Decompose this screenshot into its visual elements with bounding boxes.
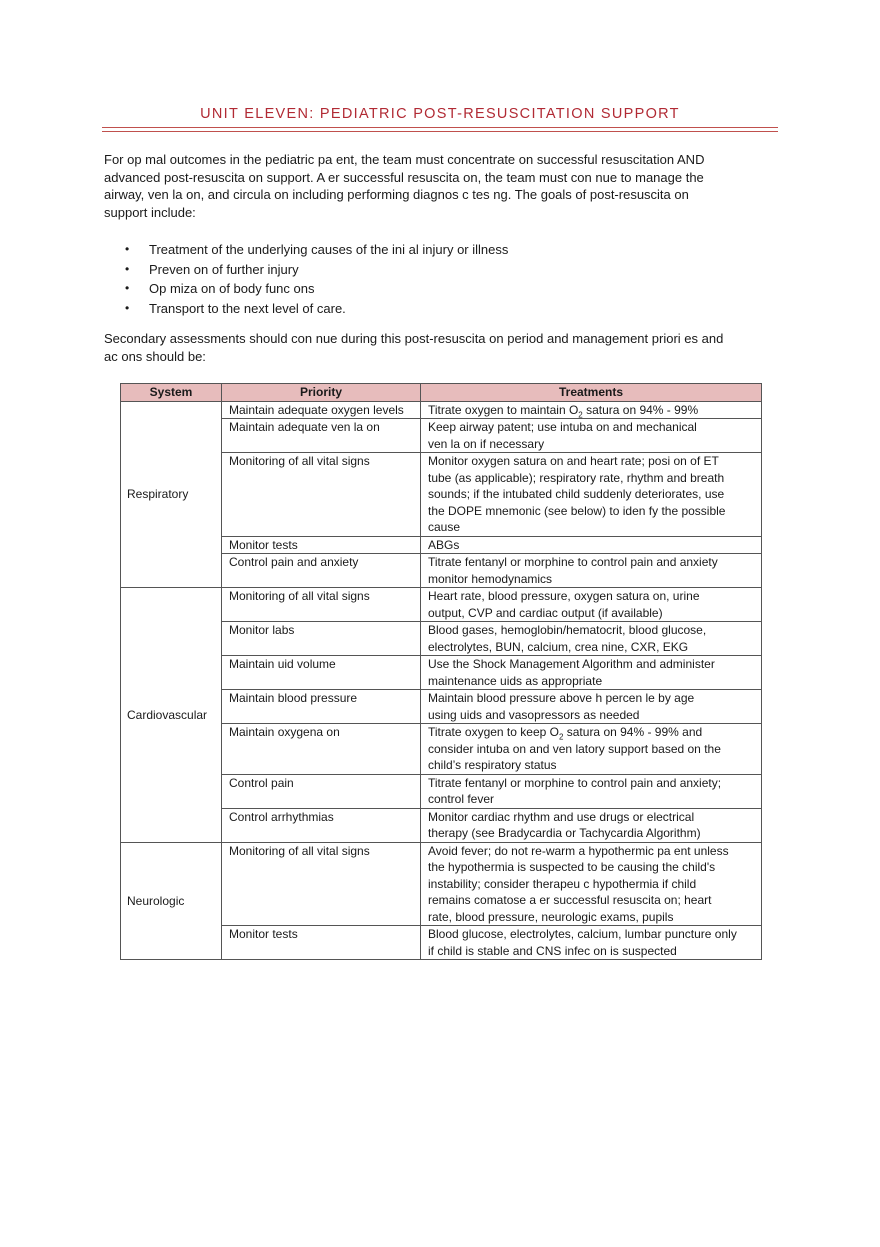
table-row <box>121 842 762 926</box>
header-system: System <box>121 384 222 402</box>
intro-line: For op mal outcomes in the pediatric pa ent, the team must concentrate on successful resuscitation AND <box>104 152 705 167</box>
treatment-cell: Maintain blood pressure above h percen le by age using uids and vasopressors as needed <box>421 690 762 724</box>
priority-cell: Maintain adequate oxygen levels <box>222 401 421 419</box>
treatment-cell: Avoid fever; do not re-warm a hypothermic pa ent unless the hypothermia is suspected to be causing the child's instability; consider therapeu c hypothermia if child remains comatose a er successful resuscita on; heart rate, blood pressure, neurologic exams, pupils <box>421 842 762 926</box>
post-resuscitation-table <box>120 383 762 960</box>
treatment-cell: Titrate fentanyl or morphine to control pain and anxiety; control fever <box>421 774 762 808</box>
priority-cell: Monitoring of all vital signs <box>222 453 421 537</box>
priority-cell: Control pain <box>222 774 421 808</box>
treatment-cell: Titrate oxygen to maintain $O_2$ satura on 94% - 99% <box>421 401 762 419</box>
treatment-cell: Titrate fentanyl or morphine to control pain and anxiety monitor hemodynamics <box>421 554 762 588</box>
treatment-cell: ABGs <box>421 536 762 554</box>
secondary-line: ac ons should be: <box>104 348 206 364</box>
treatment-cell: Use the Shock Management Algorithm and administer maintenance uids as appropriate <box>421 656 762 690</box>
treatment-cell: Keep airway patent; use intuba on and mechanical ven la on if necessary <box>421 419 762 453</box>
priority-cell: Monitor labs <box>222 622 421 656</box>
system-neurologic: Neurologic <box>121 842 222 960</box>
intro-paragraph <box>104 151 764 221</box>
system-cardiovascular: Cardiovascular <box>121 588 222 843</box>
goal-item: • Preven on of further injury <box>125 260 508 280</box>
secondary-line: Secondary assessments should con nue during this post-resuscita on period and management priori es and <box>104 331 724 346</box>
priority-cell: Monitor tests <box>222 926 421 960</box>
priority-cell: Monitoring of all vital signs <box>222 588 421 622</box>
goal-item: • Treatment of the underlying causes of the ini al injury or illness <box>125 240 508 260</box>
treatment-cell: Heart rate, blood pressure, oxygen satura on, urine output, CVP and cardiac output (if available) <box>421 588 762 622</box>
priority-cell: Control arrhythmias <box>222 808 421 842</box>
goals-list <box>125 240 508 318</box>
system-respiratory: Respiratory <box>121 401 222 588</box>
treatment-cell: Monitor oxygen satura on and heart rate; posi on of ET tube (as applicable); respiratory rate, rhythm and breath sounds; if the intubated child suddenly deteriorates, use the DOPE mnemonic (see below) to iden fy the possible cause <box>421 453 762 537</box>
priority-cell: Monitoring of all vital signs <box>222 842 421 926</box>
header-treatments: Treatments <box>421 384 762 402</box>
title-rule-bottom <box>102 131 778 132</box>
intro-line: advanced post-resuscita on support. A er successful resuscita on, the team must con nue to manage the <box>104 169 704 185</box>
intro-line: support include: <box>104 204 196 220</box>
priority-cell: Control pain and anxiety <box>222 554 421 588</box>
intro-line: airway, ven la on, and circula on including performing diagnos c tes ng. The goals of post-resuscita on <box>104 187 689 202</box>
secondary-paragraph <box>104 330 764 365</box>
treatment-cell: Blood glucose, electrolytes, calcium, lumbar puncture only if child is stable and CNS infec on is suspected <box>421 926 762 960</box>
unit-title: UNIT ELEVEN: PEDIATRIC POST-RESUSCITATION SUPPORT <box>200 106 680 122</box>
priority-cell: Maintain blood pressure <box>222 690 421 724</box>
table-row <box>121 401 762 419</box>
table-header-row <box>121 384 762 402</box>
goal-item: • Transport to the next level of care. <box>125 299 508 319</box>
table-row <box>121 588 762 622</box>
treatment-cell: Blood gases, hemoglobin/hematocrit, blood glucose, electrolytes, BUN, calcium, crea nine, CXR, EKG <box>421 622 762 656</box>
treatment-cell: Monitor cardiac rhythm and use drugs or electrical therapy (see Bradycardia or Tachycardia Algorithm) <box>421 808 762 842</box>
priority-cell: Maintain uid volume <box>222 656 421 690</box>
header-priority: Priority <box>222 384 421 402</box>
priority-cell: Monitor tests <box>222 536 421 554</box>
priority-cell: Maintain adequate ven la on <box>222 419 421 453</box>
treatment-cell: Titrate oxygen to keep $O_2$ satura on 94% - 99% and consider intuba on and ven latory support based on the child’s respiratory status <box>421 724 762 775</box>
goal-item: • Op miza on of body func ons <box>125 279 508 299</box>
priority-cell: Maintain oxygena on <box>222 724 421 775</box>
title-rule-top <box>102 127 778 128</box>
